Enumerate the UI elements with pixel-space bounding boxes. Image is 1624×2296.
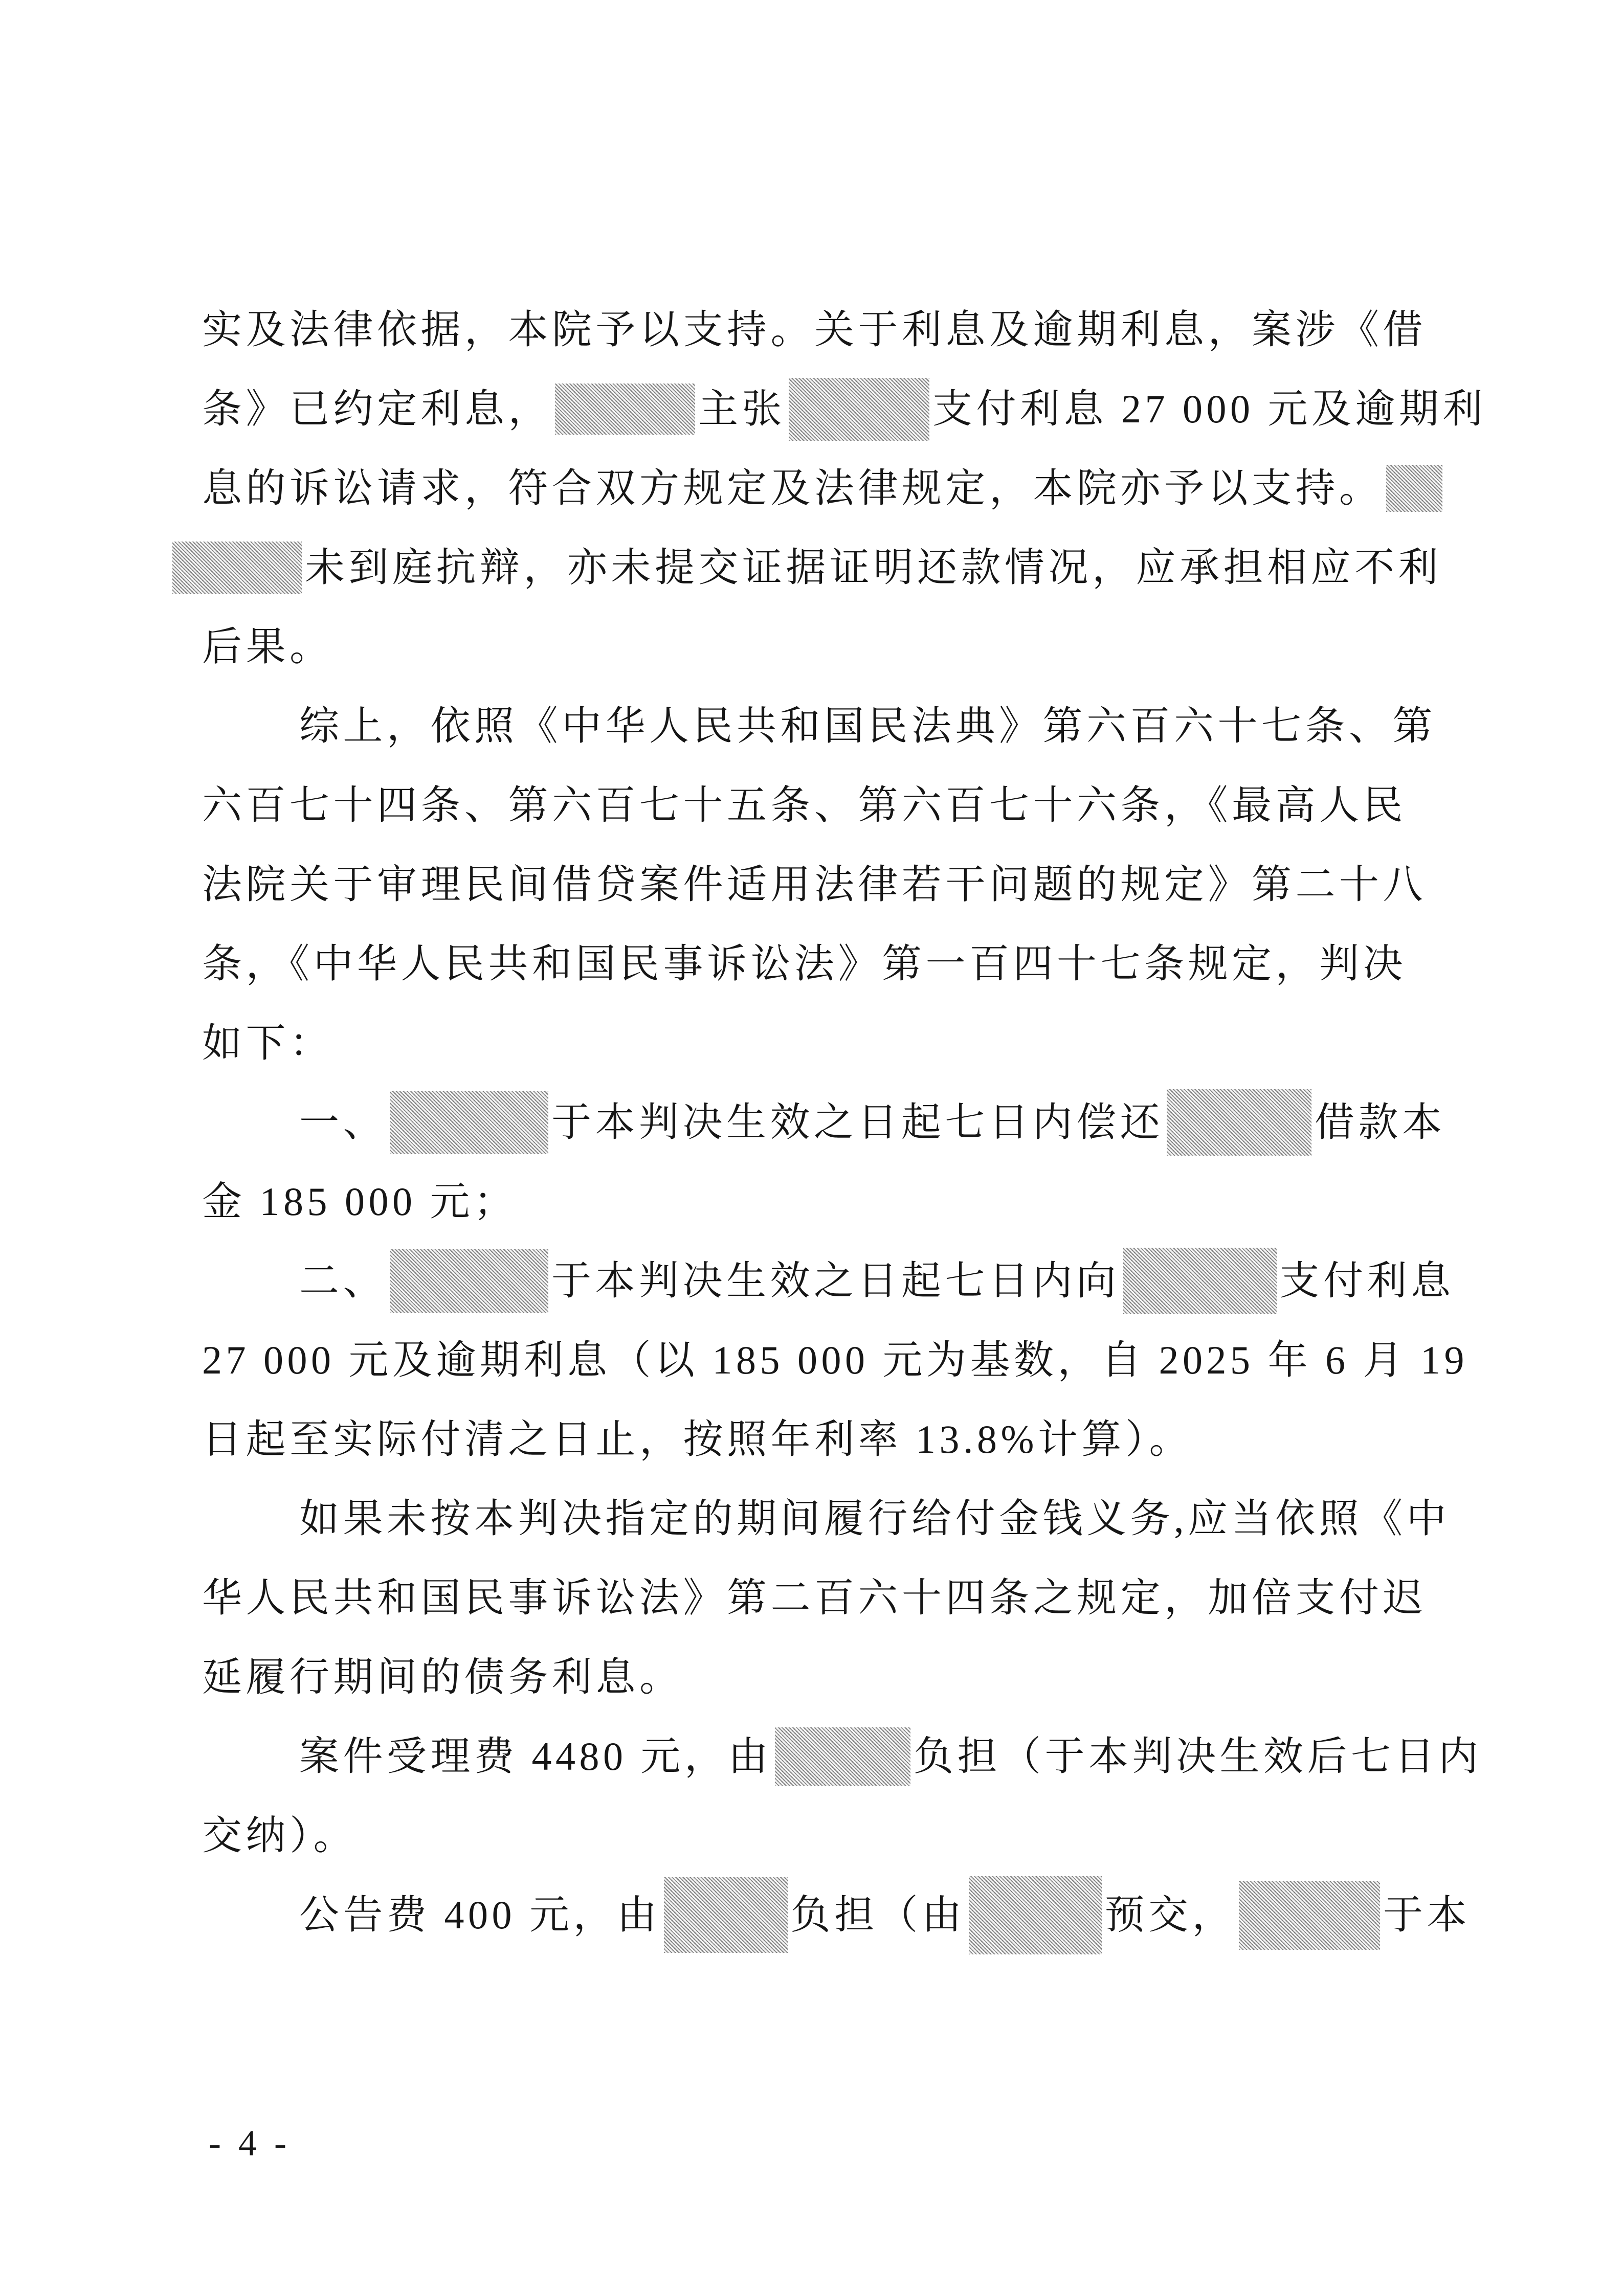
text-segment: 六百七十四条、第六百七十五条、第六百七十六条，《最高人民 (202, 783, 1407, 827)
redaction-block (775, 1727, 910, 1786)
text-segment: 日起至实际付清之日止，按照年利率 13.8%计算）。 (202, 1417, 1193, 1461)
page-number: - 4 - (209, 2123, 291, 2164)
redaction-block (555, 384, 695, 435)
text-line (299, 1256, 1455, 1305)
text-line (202, 305, 1427, 354)
redaction-block (664, 1877, 788, 1953)
redaction-block (1123, 1248, 1277, 1314)
text-segment: 华人民共和国民事诉讼法》第二百六十四条之规定，加倍支付迟 (202, 1575, 1427, 1620)
text-segment: 实及法律依据，本院予以支持。关于利息及逾期利息，案涉《借 (202, 307, 1427, 352)
text-segment: 未到庭抗辩，亦未提交证据证明还款情况，应承担相应不利 (305, 545, 1442, 590)
redaction-block (172, 542, 302, 594)
redaction-block (1386, 465, 1442, 512)
text-line (202, 385, 1486, 434)
text-line (202, 1336, 1468, 1385)
text-line (202, 543, 1442, 592)
text-segment: 主张 (698, 387, 786, 431)
text-segment: 法院关于审理民间借贷案件适用法律若干问题的规定》第二十八 (202, 862, 1427, 907)
text-segment: 条，《中华人民共和国民事诉讼法》第一百四十七条规定，判决 (202, 941, 1407, 986)
redaction-block (1239, 1881, 1380, 1950)
text-line (202, 1573, 1427, 1623)
text-segment: 息的诉讼请求，符合双方规定及法律规定，本院亦予以支持。 (202, 466, 1383, 510)
text-line (202, 939, 1407, 988)
text-segment: 负担（由 (790, 1893, 966, 1937)
text-segment: 支付利息 (1279, 1258, 1455, 1303)
text-segment: 交纳）。 (202, 1813, 358, 1858)
text-line (202, 464, 1445, 513)
text-segment: 于本判决生效之日起七日内偿还 (551, 1100, 1164, 1144)
text-segment: 预交， (1104, 1893, 1236, 1937)
text-line (202, 781, 1407, 830)
text-line (202, 1653, 683, 1702)
text-line (299, 1494, 1450, 1543)
text-line (202, 1177, 518, 1226)
text-segment: 如果未按本判决指定的期间履行给付金钱义务,应当依照《中 (299, 1496, 1451, 1541)
text-segment: 延履行期间的债务利息。 (202, 1655, 683, 1699)
redaction-block (789, 378, 929, 441)
text-segment: 后果。 (202, 624, 333, 669)
text-line (299, 702, 1436, 751)
text-segment: 27 000 元及逾期利息（以 185 000 元为基数，自 2025 年 6 月 19 (202, 1338, 1469, 1382)
text-segment: 综上，依照《中华人民共和国民法典》第六百六十七条、第 (299, 704, 1437, 748)
text-line (299, 1098, 1446, 1147)
text-segment: 金 185 000 元； (202, 1179, 518, 1224)
redaction-block (390, 1091, 548, 1154)
redaction-block (969, 1876, 1102, 1954)
text-line (202, 1415, 1193, 1464)
text-segment: 如下： (202, 1021, 333, 1065)
text-line (202, 860, 1427, 909)
text-line (202, 1811, 357, 1860)
text-segment: 公告费 400 元，由 (299, 1893, 661, 1937)
text-segment: 条》已约定利息， (202, 387, 552, 431)
text-line (299, 1890, 1471, 1940)
text-line (202, 1019, 333, 1068)
redaction-block (1167, 1089, 1311, 1156)
text-segment: 一、 (299, 1100, 387, 1144)
text-segment: 负担（于本判决生效后七日内 (914, 1734, 1482, 1779)
text-segment: 支付利息 27 000 元及逾期利 (932, 387, 1487, 431)
text-segment: 于本判决生效之日起七日内向 (551, 1258, 1120, 1303)
text-segment: 于本 (1383, 1893, 1471, 1937)
text-line (202, 622, 333, 671)
text-segment: 案件受理费 4480 元，由 (299, 1734, 772, 1779)
text-segment: 借款本 (1315, 1100, 1446, 1144)
redaction-block (390, 1249, 548, 1313)
text-line (299, 1732, 1482, 1781)
text-segment: 二、 (299, 1258, 387, 1303)
